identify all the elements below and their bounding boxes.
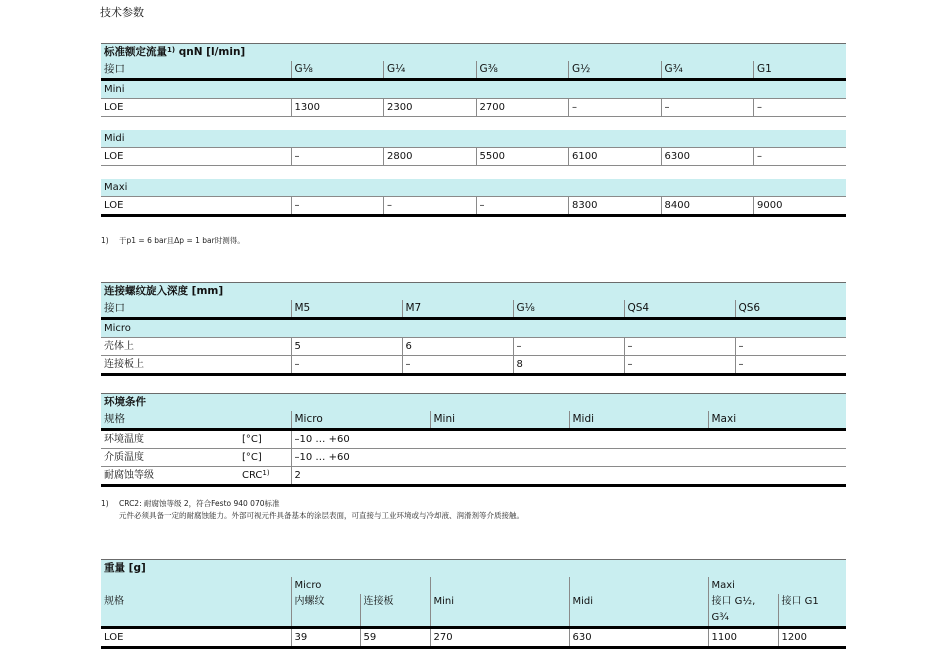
flow-group-row bbox=[101, 80, 846, 99]
env-col: Mini bbox=[430, 411, 569, 430]
table-row bbox=[101, 467, 846, 486]
weight-col-micro: Micro bbox=[291, 577, 430, 594]
flow-cell: 2800 bbox=[384, 148, 477, 166]
flow-port-label: 接口 bbox=[101, 61, 291, 80]
thread-group-name: Micro bbox=[101, 319, 846, 338]
spacer bbox=[101, 117, 846, 131]
thread-row-label: 壳体上 bbox=[101, 338, 291, 356]
weight-col-mini: Mini bbox=[430, 577, 569, 628]
weight-cell: 1100 bbox=[708, 628, 778, 648]
weight-col-midi: Midi bbox=[569, 577, 708, 628]
thread-cell: – bbox=[624, 338, 735, 356]
env-table-title-row bbox=[101, 394, 846, 412]
flow-group-name: Mini bbox=[101, 80, 846, 99]
weight-table-title: 重量 [g] bbox=[101, 560, 846, 578]
page-heading: 技术参数 bbox=[100, 6, 144, 19]
thread-group-row bbox=[101, 319, 846, 338]
flow-footnote bbox=[101, 235, 245, 247]
flow-cell: – bbox=[661, 99, 754, 117]
env-row-label: 环境温度 bbox=[101, 430, 239, 449]
flow-group-row bbox=[101, 130, 846, 148]
flow-cell: – bbox=[754, 99, 847, 117]
thread-cell: – bbox=[291, 356, 402, 375]
thread-port-col: QS4 bbox=[624, 300, 735, 319]
flow-table-title: 标准额定流量 bbox=[104, 46, 167, 58]
weight-cell: 630 bbox=[569, 628, 708, 648]
flow-table-title-row bbox=[101, 44, 846, 62]
thread-cell: – bbox=[624, 356, 735, 375]
env-row-unit: [°C] bbox=[239, 430, 291, 449]
thread-table-header bbox=[101, 300, 846, 319]
env-row-label: 耐腐蚀等级 bbox=[101, 467, 239, 486]
footnote-number: 1) bbox=[101, 236, 109, 245]
env-col: Maxi bbox=[708, 411, 846, 430]
spacer bbox=[101, 166, 846, 180]
flow-cell: 2700 bbox=[476, 99, 569, 117]
env-footnote bbox=[101, 498, 524, 522]
footnote-text: CRC2: 耐腐蚀等级 2，符合Festo 940 070标准 bbox=[119, 499, 280, 508]
flow-row-label: LOE bbox=[101, 197, 291, 216]
env-col: Micro bbox=[291, 411, 430, 430]
flow-row-label: LOE bbox=[101, 99, 291, 117]
flow-table-unit: qnN [l/min] bbox=[175, 46, 246, 58]
flow-port-col: G¾ bbox=[661, 61, 754, 80]
footnote-text: 于p1 = 6 bar且Δp = 1 bar时测得。 bbox=[119, 236, 245, 245]
flow-port-col: G½ bbox=[569, 61, 662, 80]
weight-sub-micro: 内螺纹 bbox=[291, 594, 360, 628]
env-row-label: 介质温度 bbox=[101, 449, 239, 467]
weight-row-label: LOE bbox=[101, 628, 291, 648]
environment-table bbox=[101, 393, 846, 487]
thread-cell: – bbox=[402, 356, 513, 375]
thread-cell: – bbox=[513, 338, 624, 356]
env-value: 2 bbox=[291, 467, 846, 486]
flow-group-name: Midi bbox=[101, 130, 846, 148]
thread-row-label: 连接板上 bbox=[101, 356, 291, 375]
thread-port-col: M5 bbox=[291, 300, 402, 319]
flow-port-col: G¼ bbox=[384, 61, 477, 80]
weight-cell: 39 bbox=[291, 628, 360, 648]
env-col: Midi bbox=[569, 411, 708, 430]
thread-cell: 8 bbox=[513, 356, 624, 375]
flow-cell: 8400 bbox=[661, 197, 754, 216]
flow-cell: – bbox=[384, 197, 477, 216]
flow-group-row bbox=[101, 179, 846, 197]
table-row bbox=[101, 197, 846, 216]
table-row bbox=[101, 338, 846, 356]
weight-col-maxi: Maxi bbox=[708, 577, 846, 594]
footnote-text: 元件必须具备一定的耐腐蚀能力。外部可视元件具备基本的涂层表面，可直接与工业环境或与冷却液、润滑剂等介质接触。 bbox=[119, 511, 524, 520]
flow-cell: 9000 bbox=[754, 197, 847, 216]
weight-cell: 1200 bbox=[778, 628, 846, 648]
weight-sub-maxi: 接口 G1 bbox=[778, 594, 846, 628]
flow-row-label: LOE bbox=[101, 148, 291, 166]
thread-cell: 6 bbox=[402, 338, 513, 356]
flow-cell: 6100 bbox=[569, 148, 662, 166]
flow-cell: – bbox=[291, 197, 384, 216]
thread-cell: – bbox=[735, 338, 846, 356]
thread-table-title-row bbox=[101, 283, 846, 301]
flow-port-col: G⅜ bbox=[476, 61, 569, 80]
env-table-header bbox=[101, 411, 846, 430]
flow-port-col: G1 bbox=[754, 61, 847, 80]
env-spec-label: 规格 bbox=[101, 411, 291, 430]
flow-cell: 5500 bbox=[476, 148, 569, 166]
flow-rate-table bbox=[101, 43, 846, 217]
table-row bbox=[101, 148, 846, 166]
table-row bbox=[101, 449, 846, 467]
flow-cell: – bbox=[754, 148, 847, 166]
env-unit-footnote: 1) bbox=[262, 469, 270, 477]
weight-table bbox=[101, 559, 846, 649]
table-row bbox=[101, 99, 846, 117]
thread-cell: – bbox=[735, 356, 846, 375]
flow-cell: – bbox=[476, 197, 569, 216]
thread-port-col: QS6 bbox=[735, 300, 846, 319]
flow-group-name: Maxi bbox=[101, 179, 846, 197]
weight-cell: 59 bbox=[360, 628, 430, 648]
flow-cell: – bbox=[291, 148, 384, 166]
weight-cell: 270 bbox=[430, 628, 569, 648]
table-row bbox=[101, 628, 846, 648]
table-row bbox=[101, 356, 846, 375]
footnote-number: 1) bbox=[101, 499, 109, 508]
env-table-title: 环境条件 bbox=[101, 394, 846, 412]
flow-title-footnote: 1) bbox=[167, 46, 176, 54]
env-value: –10 … +60 bbox=[291, 449, 846, 467]
thread-port-col: M7 bbox=[402, 300, 513, 319]
env-row-unit: CRC bbox=[242, 470, 263, 481]
env-row-unit: [°C] bbox=[239, 449, 291, 467]
table-row bbox=[101, 430, 846, 449]
flow-cell: 1300 bbox=[291, 99, 384, 117]
flow-cell: 6300 bbox=[661, 148, 754, 166]
env-row-unit-cell bbox=[239, 467, 291, 486]
thread-port-col: G⅛ bbox=[513, 300, 624, 319]
thread-cell: 5 bbox=[291, 338, 402, 356]
weight-table-title-row bbox=[101, 560, 846, 578]
flow-port-col: G⅛ bbox=[291, 61, 384, 80]
env-value: –10 … +60 bbox=[291, 430, 846, 449]
weight-sub-maxi: 接口 G½, G¾ bbox=[708, 594, 778, 628]
flow-cell: – bbox=[569, 99, 662, 117]
thread-depth-table bbox=[101, 282, 846, 376]
thread-table-title: 连接螺纹旋入深度 [mm] bbox=[101, 283, 846, 301]
weight-spec-label: 规格 bbox=[101, 577, 291, 628]
thread-port-label: 接口 bbox=[101, 300, 291, 319]
weight-sub-micro: 连接板 bbox=[360, 594, 430, 628]
flow-cell: 2300 bbox=[384, 99, 477, 117]
weight-table-header bbox=[101, 577, 846, 594]
flow-table-header bbox=[101, 61, 846, 80]
flow-cell: 8300 bbox=[569, 197, 662, 216]
